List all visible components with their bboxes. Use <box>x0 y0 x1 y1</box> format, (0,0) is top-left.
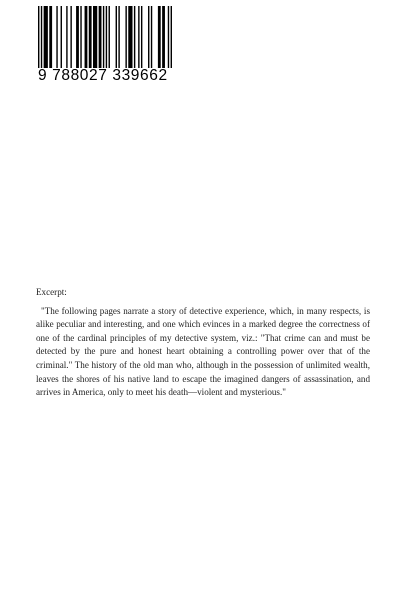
barcode-bar <box>44 6 48 68</box>
barcode-bar <box>106 6 107 68</box>
excerpt-text: "The following pages narrate a story of detective experience, which, in many respects, is alike peculiar and interesting, and one which evinces in a marked degree the correctness of one of the cardinal principles of my detective system, viz.: "That crime can and must be detected by the pure and honest heart obtaining a controlling power over that of the criminal." The history of the old man who, although in the possession of unlimited wealth, leaves the shores of his native land to escape the imagined dangers of assassination, and arrives in America, only to meet his death—violent and mysterious." <box>36 305 370 398</box>
barcode-bar <box>85 6 88 68</box>
barcode-bar <box>41 6 42 68</box>
isbn-barcode <box>38 6 172 88</box>
barcode-bar <box>162 6 165 68</box>
barcode-bar <box>93 6 97 68</box>
barcode-bar <box>158 6 161 68</box>
barcode-bar <box>56 6 57 68</box>
barcode-bar <box>109 6 110 68</box>
barcode-bar <box>138 6 139 68</box>
barcode-bar <box>103 6 104 68</box>
barcode-bar <box>38 6 39 68</box>
barcode-bar <box>151 6 152 68</box>
barcode-bar <box>148 6 149 68</box>
barcode-bar <box>116 6 117 68</box>
barcode-bar <box>118 6 119 68</box>
barcode-bar <box>171 6 172 68</box>
barcode-bar <box>141 6 142 68</box>
barcode-bar <box>168 6 169 68</box>
barcode-bar <box>76 6 79 68</box>
excerpt-heading: Excerpt: <box>36 287 67 297</box>
barcode-bar <box>61 6 62 68</box>
barcode-bar <box>125 6 126 68</box>
excerpt-section <box>36 286 370 400</box>
barcode-bar <box>80 6 81 68</box>
barcode-bar <box>128 6 132 68</box>
barcode-bar <box>49 6 52 68</box>
barcode-bar <box>89 6 92 68</box>
barcode-bar <box>99 6 102 68</box>
barcode-number: 9 788027 339662 <box>38 67 168 84</box>
barcode-bar <box>66 6 67 68</box>
barcode-bar <box>70 6 71 68</box>
barcode-bar <box>134 6 135 68</box>
barcode-bars <box>38 6 172 68</box>
